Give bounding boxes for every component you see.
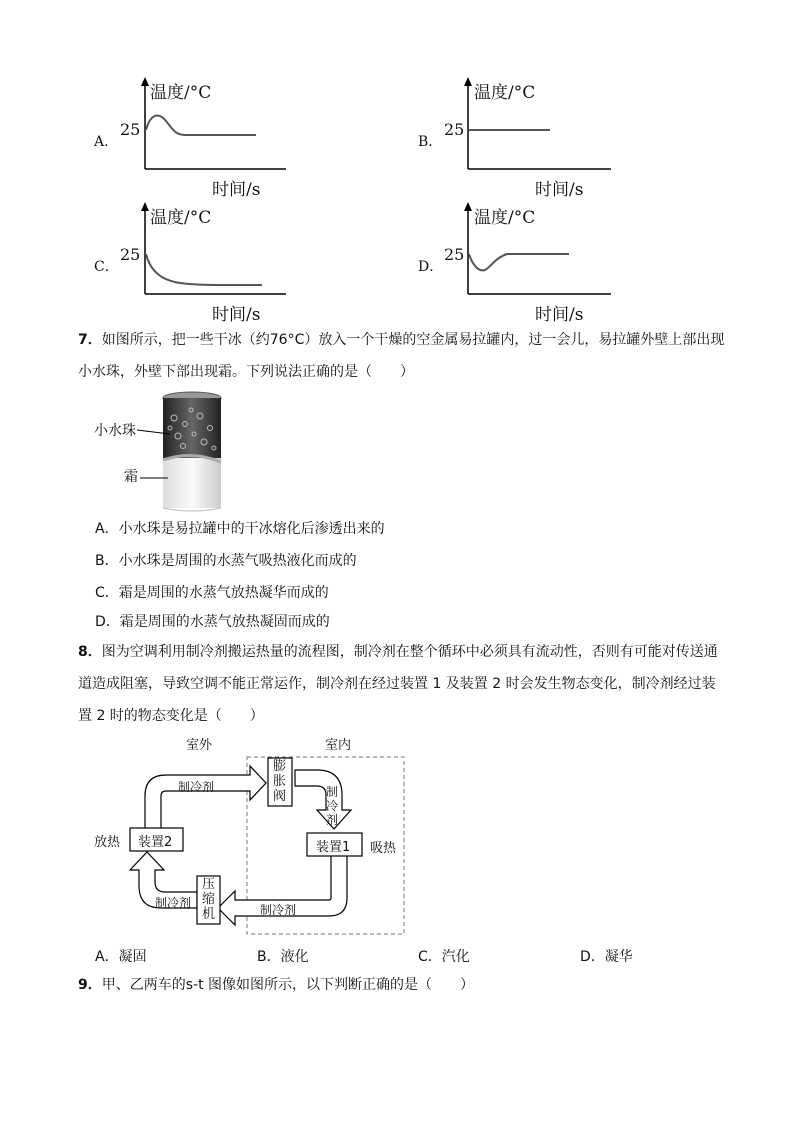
option-letter: C．: [94, 259, 119, 275]
tick-label: 25: [444, 245, 465, 264]
y-axis-label: 温度/°C: [474, 83, 536, 103]
can-figure: [90, 390, 250, 515]
curve: [469, 254, 569, 270]
y-axis-label: 温度/°C: [150, 83, 212, 103]
soda-can-image: [90, 390, 250, 515]
refrigerant-label-top: 制冷剂: [178, 780, 215, 794]
q8-option-b: B．液化: [257, 949, 309, 965]
q8-option-a: A．凝固: [95, 949, 147, 965]
graph-plot: [415, 75, 615, 195]
question-text: 图为空调利用制冷剂搬运热量的流程图，制冷剂在整个循环中必须具有流动性，否则有可能对传送通: [101, 644, 718, 660]
x-axis-label: 时间/s: [535, 180, 584, 200]
question-8: [78, 636, 778, 732]
option-letter: D．: [418, 259, 444, 275]
label-frost: 霜: [124, 469, 138, 485]
question-text: 如图所示，把一些干冰（约76°C）放入一个干燥的空金属易拉罐内，过一会儿，易拉罐外壁上部出现: [101, 332, 725, 348]
q7-option-b: B．小水珠是周围的水蒸气吸热液化而成的: [95, 553, 357, 569]
compressor-label: 压缩机: [202, 877, 216, 922]
question-8-line2: 道造成阻塞，导致空调不能正常运作，制冷剂在经过装置 1 及装置 2 时会发生物态变化，制冷剂经过装: [78, 676, 716, 692]
q7-option-c: C．霜是周围的水蒸气放热凝华而成的: [95, 585, 329, 601]
device1-label: 装置1: [316, 840, 351, 855]
release-heat-label: 放热: [94, 835, 121, 850]
question-8-line1: [78, 636, 778, 668]
tick-label: 25: [444, 120, 465, 139]
y-axis-label: 温度/°C: [474, 208, 536, 228]
q6-graph-a: [90, 75, 290, 200]
question-number: 9．: [78, 977, 102, 993]
option-letter: A．: [94, 134, 119, 150]
refrigerant-label-bottom: 制冷剂: [260, 903, 297, 917]
question-7-line2: 小水珠，外壁下部出现霜。下列说法正确的是（ ）: [78, 364, 414, 380]
q8-option-d: D．凝华: [580, 949, 633, 965]
diagram-shapes: [85, 730, 415, 935]
y-axis-label: 温度/°C: [150, 208, 212, 228]
question-8-line3: 置 2 时的物态变化是（ ）: [78, 708, 264, 724]
x-axis-label: 时间/s: [212, 180, 261, 200]
question-number: 7．: [78, 332, 102, 348]
graph-plot: [90, 75, 290, 195]
label-droplets: 小水珠: [94, 423, 136, 439]
device2-label: 装置2: [138, 835, 173, 850]
graph-plot: [90, 200, 290, 320]
q7-option-a: A．小水珠是易拉罐中的干冰熔化后渗透出来的: [95, 521, 385, 537]
question-7-line1: [78, 324, 778, 356]
tick-label: 25: [120, 120, 141, 139]
tick-label: 25: [120, 245, 141, 264]
q6-graph-d: [415, 200, 615, 325]
refrigerant-label-right: 制冷剂: [326, 785, 339, 827]
curve: [146, 254, 262, 285]
x-axis-label: 时间/s: [212, 305, 261, 325]
curve: [146, 115, 256, 135]
question-number: 8．: [78, 644, 102, 660]
refrigerant-label-left: 制冷剂: [155, 896, 192, 910]
q6-graph-b: [415, 75, 615, 200]
indoor-label: 室内: [325, 738, 352, 753]
q7-option-d: D．霜是周围的水蒸气放热凝固而成的: [95, 614, 330, 630]
absorb-heat-label: 吸热: [370, 841, 397, 856]
refrigeration-diagram: [85, 730, 415, 935]
option-letter: B．: [418, 134, 443, 150]
q6-graph-c: [90, 200, 290, 325]
x-axis-label: 时间/s: [535, 305, 584, 325]
graph-plot: [415, 200, 615, 320]
question-7: [78, 324, 778, 388]
question-text: 甲、乙两车的s-t 图像如图所示，以下判断正确的是（ ）: [101, 977, 475, 993]
q8-option-c: C．汽化: [418, 949, 470, 965]
expansion-valve-label: 膨胀阀: [273, 759, 287, 804]
outdoor-label: 室外: [186, 738, 213, 753]
question-9: [78, 969, 778, 1001]
